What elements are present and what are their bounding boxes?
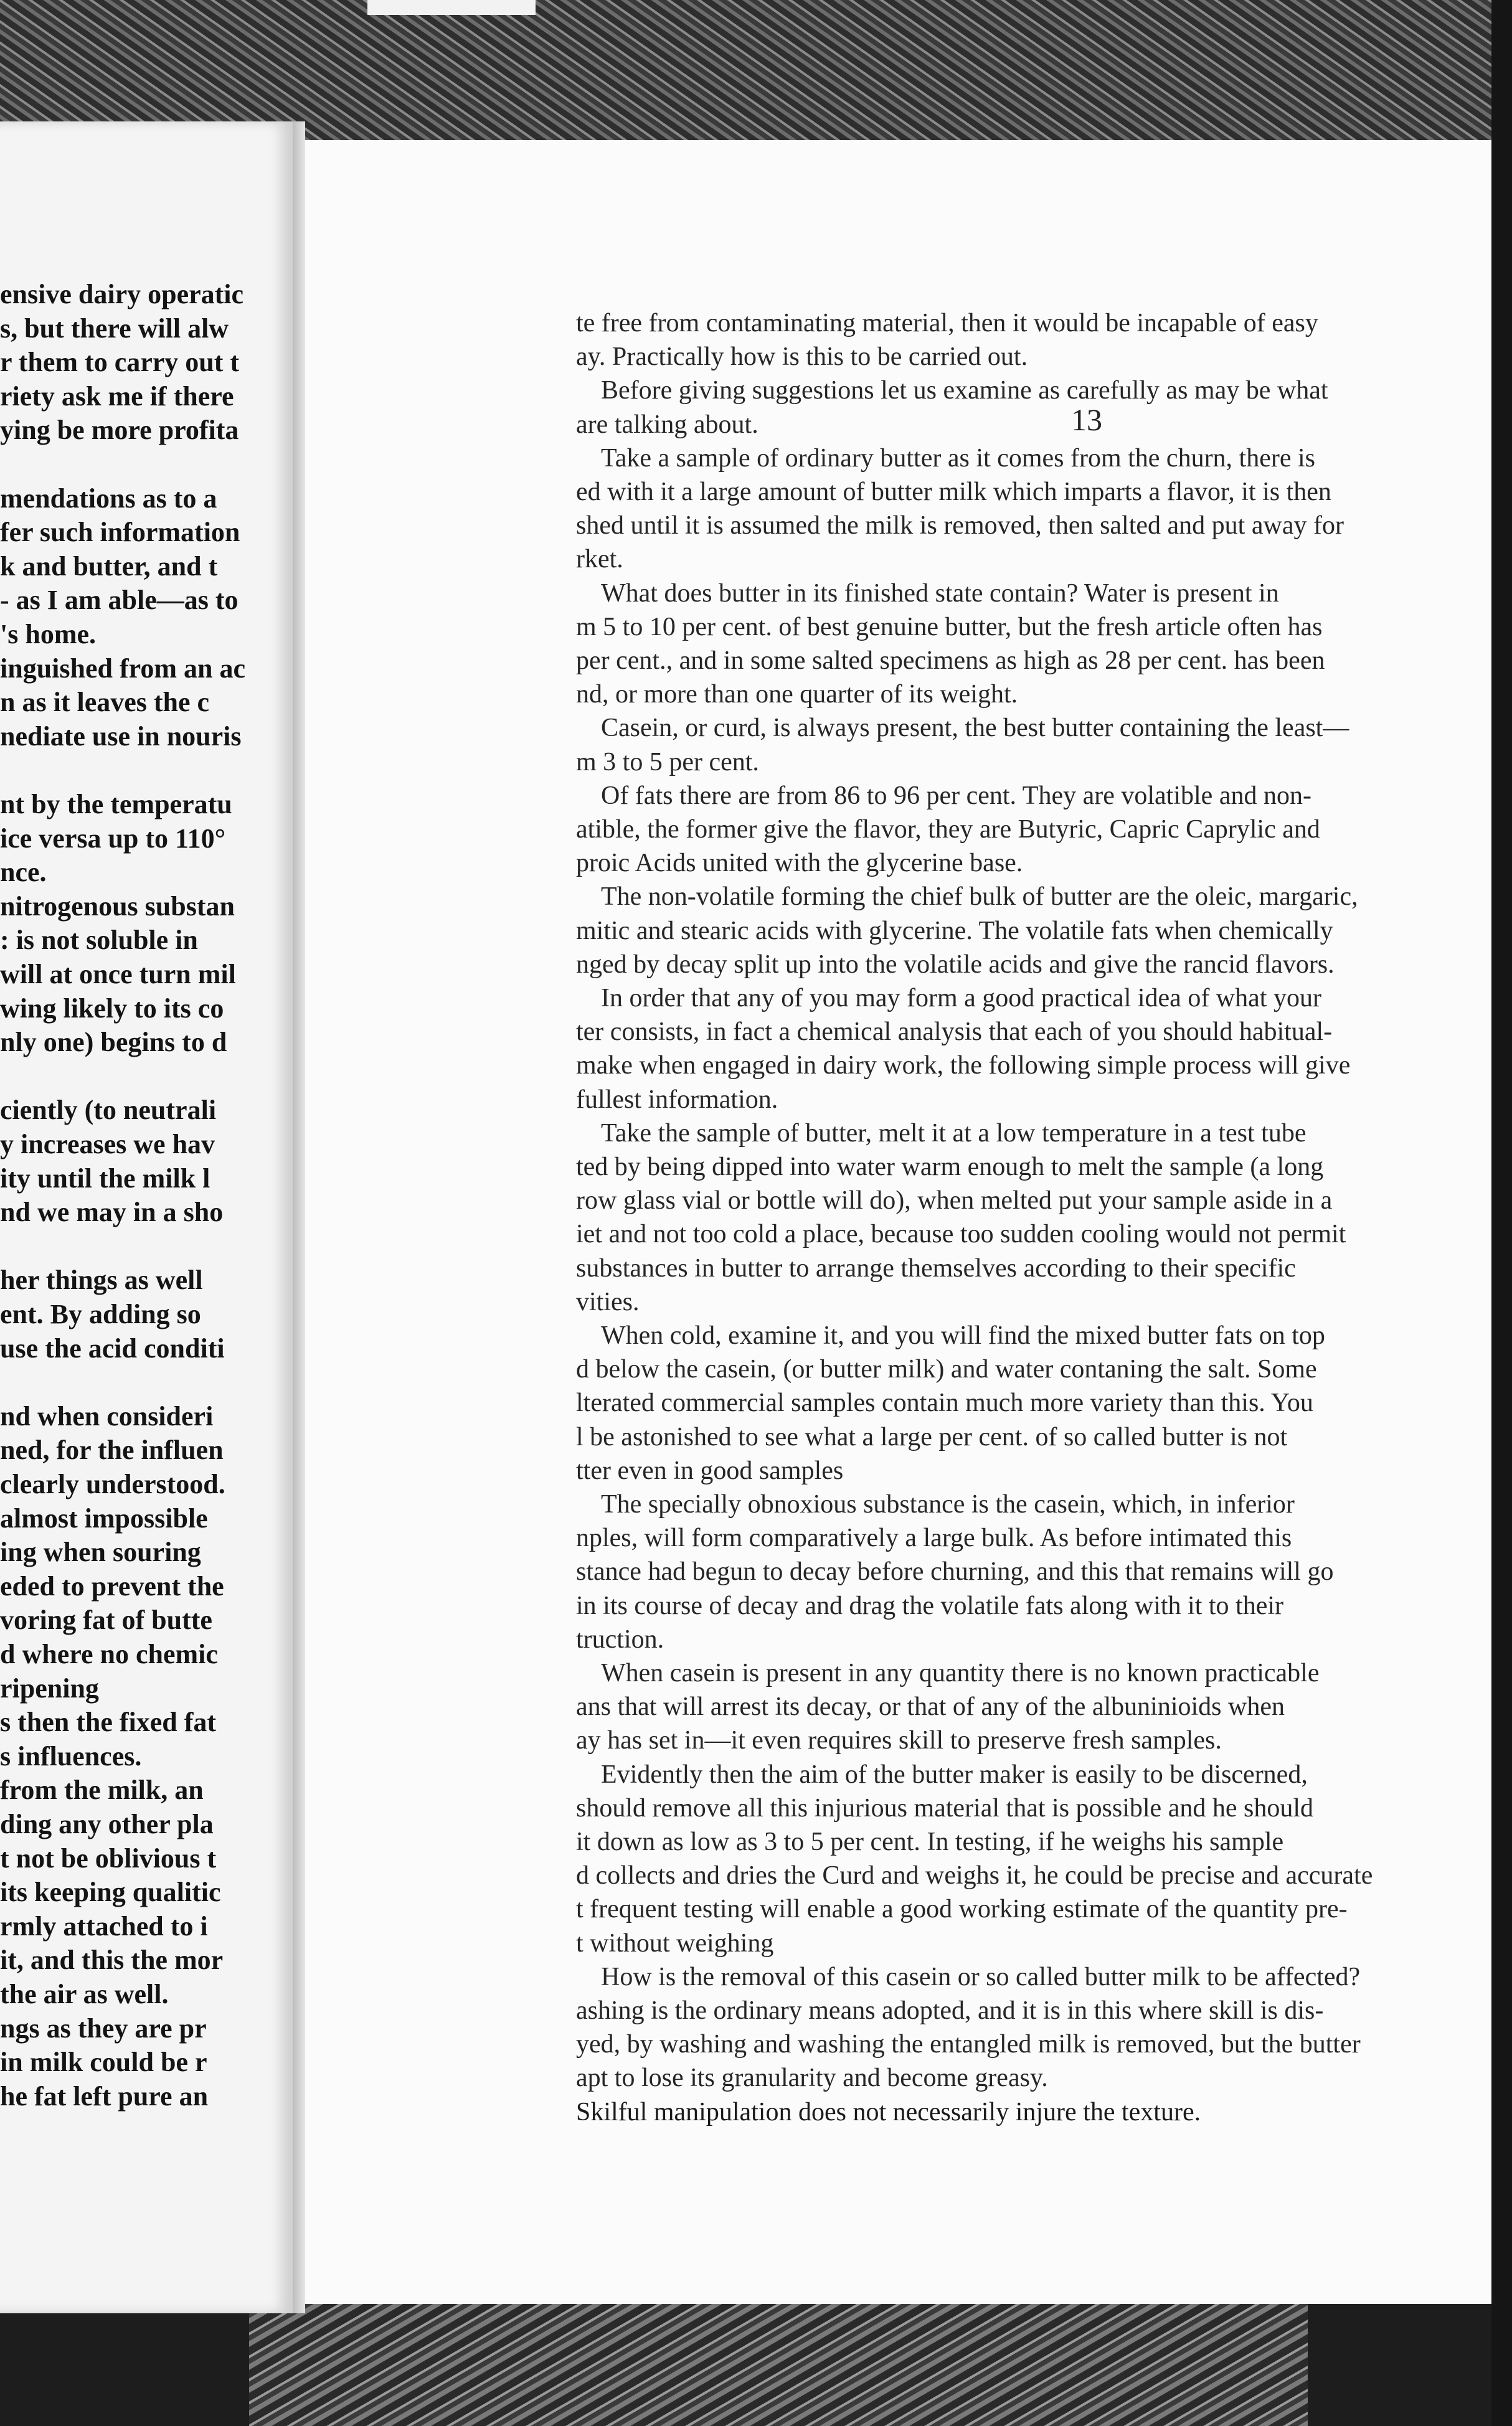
left-page-line: rmly attached to i: [0, 1910, 208, 1942]
left-page-line: nediate use in nouris: [0, 720, 242, 752]
left-page-line: in milk could be r: [0, 2047, 207, 2078]
body-text-line: What does butter in its finished state contain? Water is present in: [601, 578, 1279, 608]
left-page-line: nly one) begins to d: [0, 1027, 227, 1058]
scan-background-right: [1491, 0, 1512, 2426]
body-text-line: should remove all this injurious material that is possible and he should: [576, 1793, 1313, 1823]
body-text-line: t without weighing: [576, 1928, 774, 1958]
body-text-line: make when engaged in dairy work, the following simple process will give: [576, 1051, 1351, 1080]
page-number: 13: [1071, 402, 1102, 437]
body-text-line: apt to lose its granularity and become greasy.: [576, 2064, 1048, 2093]
left-page-line: nt by the temperatu: [0, 789, 232, 819]
body-text-line: nd, or more than one quarter of its weight.: [576, 680, 1018, 709]
left-page-line: use the acid conditi: [0, 1333, 225, 1364]
body-text-line: t frequent testing will enable a good working estimate of the quantity pre-: [576, 1895, 1348, 1924]
body-text-line: d collects and dries the Curd and weighs it, he could be precise and accurate: [576, 1861, 1373, 1890]
body-text-line: How is the removal of this casein or so called butter milk to be affected?: [601, 1962, 1361, 1991]
left-page-line: it, and this the mor: [0, 1945, 224, 1976]
body-text-line: tter even in good samples: [576, 1456, 844, 1485]
left-page-line: ngs as they are pr: [0, 2013, 207, 2044]
left-page-line: s influences.: [0, 1740, 142, 1772]
left-page-line: ity until the milk l: [0, 1163, 210, 1194]
left-page-line: d where no chemic: [0, 1639, 218, 1669]
body-text-line: Take a sample of ordinary butter as it comes from the churn, there is: [601, 443, 1316, 473]
body-text-line: vities.: [576, 1287, 640, 1316]
body-text-line: it down as low as 3 to 5 per cent. In testing, if he weighs his sample: [576, 1828, 1284, 1856]
body-text-line: Before giving suggestions let us examine as carefully as may be what: [601, 376, 1328, 405]
body-text-line: lterated commercial samples contain much more variety than this. You: [576, 1389, 1313, 1418]
left-page-line: y increases we hav: [0, 1129, 215, 1159]
left-page-line: will at once turn mil: [0, 959, 236, 989]
body-text-line: Of fats there are from 86 to 96 per cent. They are volatible and non-: [601, 781, 1311, 810]
body-text-line: When casein is present in any quantity there is no known practicable: [601, 1659, 1320, 1687]
left-page-line: fer such information: [0, 517, 240, 548]
body-text-line: in its course of decay and drag the volatile fats along with it to their: [576, 1591, 1284, 1620]
left-page-line: almost impossible: [0, 1503, 208, 1534]
left-page-line: n as it leaves the c: [0, 687, 210, 718]
left-page-line: inguished from an ac: [0, 653, 246, 684]
left-page-line: t not be oblivious t: [0, 1843, 217, 1874]
left-page-line: ensive dairy operatic: [0, 279, 244, 309]
left-page-line: s, but there will alw: [0, 313, 229, 344]
left-page-line: ing when souring: [0, 1537, 201, 1568]
body-text-line: nged by decay split up into the volatile acids and give the rancid flavors.: [576, 950, 1335, 979]
body-text-line: mitic and stearic acids with glycerine. The volatile fats when chemically: [576, 916, 1333, 945]
body-text-line: ans that will arrest its decay, or that of any of the albuninioids when: [576, 1692, 1285, 1722]
left-page-line: he fat left pure an: [0, 2080, 209, 2112]
body-text-line: When cold, examine it, and you will find the mixed butter fats on top: [601, 1321, 1325, 1350]
body-text-line: ted by being dipped into water warm enough to melt the sample (a long: [576, 1153, 1324, 1181]
body-text-line: Evidently then the aim of the butter maker is easily to be discerned,: [601, 1760, 1308, 1789]
left-page-line: : is not soluble in: [0, 925, 198, 956]
left-page-line: its keeping qualitic: [0, 1877, 221, 1908]
left-page-line: the air as well.: [0, 1979, 169, 2009]
left-page-line: from the milk, an: [0, 1775, 204, 1806]
body-text-line: Casein, or curd, is always present, the best butter containing the least—: [601, 714, 1349, 743]
left-page-line: nd when consideri: [0, 1400, 214, 1432]
left-page-line: clearly understood.: [0, 1469, 225, 1499]
body-text-line: ay has set in—it even requires skill to preserve fresh samples.: [576, 1726, 1222, 1755]
body-text-line: row glass vial or bottle will do), when melted put your sample aside in a: [576, 1186, 1333, 1215]
body-text-line: truction.: [576, 1625, 664, 1654]
left-page-line: voring fat of butte: [0, 1605, 212, 1636]
body-text-line: stance had begun to decay before churning, and this that remains will go: [576, 1557, 1334, 1587]
left-page-line: ciently (to neutrali: [0, 1095, 217, 1126]
body-text-line: m 5 to 10 per cent. of best genuine butter, but the fresh article often has: [576, 612, 1323, 641]
body-text-line: Skilful manipulation does not necessarily injure the texture.: [576, 2097, 1201, 2126]
body-text-line: substances in butter to arrange themselves according to their specific: [576, 1253, 1296, 1283]
body-text-line: The specially obnoxious substance is the casein, which, in inferior: [601, 1490, 1295, 1519]
body-text-line: iet and not too cold a place, because too sudden cooling would not permit: [576, 1220, 1346, 1249]
body-text-line: yed, by washing and washing the entangled milk is removed, but the butter: [576, 2030, 1361, 2059]
body-text-line: Take the sample of butter, melt it at a low temperature in a test tube: [601, 1118, 1306, 1148]
body-text-line: te free from contaminating material, then it would be incapable of easy: [576, 309, 1318, 337]
body-text-line: In order that any of you may form a good practical idea of what your: [601, 984, 1321, 1012]
left-page-line: nitrogenous substan: [0, 890, 235, 922]
left-page-line: ding any other pla: [0, 1809, 214, 1839]
body-text-line: ay. Practically how is this to be carried out.: [576, 342, 1028, 372]
left-page-line: ripening: [0, 1673, 99, 1704]
left-page-line: her things as well: [0, 1265, 203, 1296]
left-page-line: ice versa up to 110°: [0, 823, 226, 854]
scan-label-strip: [367, 0, 536, 15]
left-page-line: k and butter, and t: [0, 550, 218, 582]
previous-page-fragment: [0, 121, 293, 2313]
body-text-line: proic Acids united with the glycerine base.: [576, 849, 1023, 878]
body-text-line: shed until it is assumed the milk is removed, then salted and put away for: [576, 511, 1344, 540]
left-page-line: wing likely to its co: [0, 993, 224, 1024]
body-text-line: are talking about.: [576, 410, 758, 439]
body-text-line: nples, will form comparatively a large bulk. As before intimated this: [576, 1524, 1292, 1553]
left-page-line: ent. By adding so: [0, 1299, 201, 1329]
left-page-line: nd we may in a sho: [0, 1197, 224, 1228]
body-text-line: ter consists, in fact a chemical analysis that each of you should habitual-: [576, 1017, 1333, 1047]
body-text-line: l be astonished to see what a large per cent. of so called butter is not: [576, 1422, 1288, 1451]
left-page-line: r them to carry out t: [0, 347, 240, 378]
left-page-line: - as I am able—as to: [0, 585, 239, 616]
left-page-line: s then the fixed fat: [0, 1707, 217, 1738]
body-text-line: d below the casein, (or butter milk) and water contaning the salt. Some: [576, 1355, 1317, 1384]
body-text-line: The non-volatile forming the chief bulk of butter are the oleic, margaric,: [601, 882, 1358, 912]
left-page-line: nce.: [0, 857, 47, 888]
body-text-line: ashing is the ordinary means adopted, and it is in this where skill is dis-: [576, 1996, 1324, 2025]
page-gutter: [293, 121, 305, 2313]
current-page: [305, 140, 1491, 2304]
left-page-line: 's home.: [0, 619, 96, 649]
body-text-line: per cent., and in some salted specimens as high as 28 per cent. has been: [576, 646, 1325, 675]
body-text-line: ed with it a large amount of butter milk which imparts a flavor, it is then: [576, 478, 1331, 506]
left-page-line: mendations as to a: [0, 483, 217, 514]
body-text-line: rket.: [576, 545, 623, 574]
body-text-line: m 3 to 5 per cent.: [576, 747, 759, 776]
scan-background-top: [0, 0, 1512, 140]
body-text-line: fullest information.: [576, 1085, 778, 1114]
left-page-line: riety ask me if there: [0, 380, 234, 412]
body-text-line: atible, the former give the flavor, they are Butyric, Capric Caprylic and: [576, 815, 1320, 844]
left-page-line: ying be more profita: [0, 415, 239, 446]
left-page-line: eded to prevent the: [0, 1570, 224, 1602]
left-page-line: ned, for the influen: [0, 1435, 224, 1466]
scan-background-bottom: [249, 2304, 1308, 2426]
